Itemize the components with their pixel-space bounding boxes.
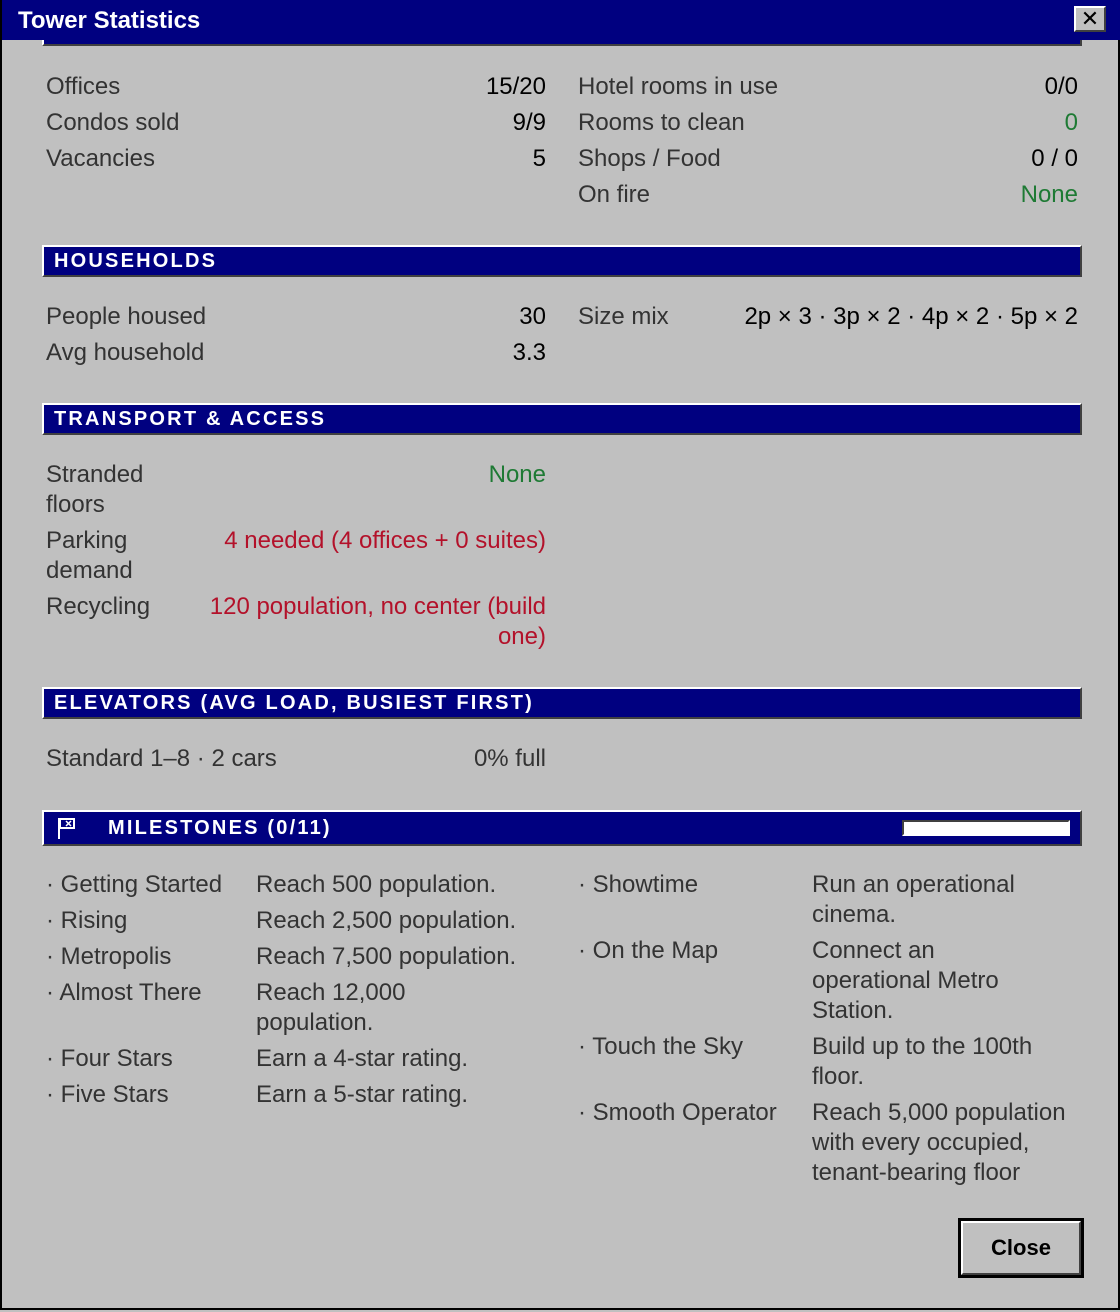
households-header-label: HOUSEHOLDS — [54, 250, 218, 272]
stat-label-size-mix: Size mix — [578, 303, 669, 330]
stats-scroll-area[interactable] — [2, 40, 1118, 1196]
milestone-name: · Rising — [46, 907, 128, 934]
close-icon[interactable]: ✕ — [1074, 6, 1106, 32]
elevators-header-label: ELEVATORS (AVG LOAD, BUSIEST FIRST) — [54, 692, 534, 714]
stat-label-condos: Condos sold — [46, 109, 180, 136]
milestone-desc: Earn a 4-star rating. — [256, 1045, 469, 1072]
milestone-name: · Showtime — [578, 871, 699, 898]
close-button[interactable] — [958, 1218, 1084, 1278]
stat-value-avg-household: 3.3 — [512, 339, 546, 366]
stat-label-hotel-rooms: Hotel rooms in use — [578, 73, 779, 100]
stat-label-vacancies: Vacancies — [46, 145, 155, 172]
stat-value-offices: 15/20 — [485, 73, 546, 100]
window-title: Tower Statistics — [18, 7, 201, 34]
stat-label-rooms-to-clean: Rooms to clean — [578, 109, 745, 136]
milestones-header-label: MILESTONES (0/11) — [108, 817, 332, 839]
milestone-name: · Smooth Operator — [578, 1099, 777, 1126]
close-button-label: Close — [961, 1221, 1081, 1275]
elevators-header — [42, 687, 1082, 719]
stat-value-recycling: 120 population, no center (build one) — [209, 593, 546, 650]
milestone-name: · Almost There — [46, 979, 202, 1006]
stat-label-offices: Offices — [46, 73, 121, 100]
stat-value-rooms-to-clean: 0 — [1064, 109, 1078, 136]
milestone-desc: Reach 2,500 population. — [256, 907, 517, 934]
milestone-name: · On the Map — [578, 937, 719, 964]
stat-label-people-housed: People housed — [46, 303, 207, 330]
milestone-desc: Build up to the 100th floor. — [812, 1033, 1033, 1090]
milestone-desc: Earn a 5-star rating. — [256, 1081, 469, 1108]
milestones-header — [42, 810, 1082, 846]
milestones-progress-bar — [902, 820, 1070, 836]
stat-value-hotel-rooms: 0/0 — [1044, 73, 1078, 100]
stat-label-recycling: Recycling — [46, 593, 151, 620]
stat-value-condos: 9/9 — [512, 109, 546, 136]
transport-header-label: TRANSPORT & ACCESS — [54, 408, 327, 430]
stat-label-on-fire: On fire — [578, 181, 651, 208]
stat-value-stranded-floors: None — [488, 461, 546, 488]
stat-label-shops-food: Shops / Food — [578, 145, 721, 172]
milestone-desc: Reach 7,500 population. — [256, 943, 517, 970]
milestone-desc: Reach 5,000 population with every occupied, tenant-bearing floor — [812, 1099, 1066, 1186]
stat-value-shops-food: 0 / 0 — [1031, 145, 1078, 172]
elevator-name: Standard 1–8 · 2 cars — [46, 745, 277, 772]
flag-icon — [54, 815, 80, 841]
stat-value-size-mix: 2p × 3 · 3p × 2 · 4p × 2 · 5p × 2 — [744, 303, 1078, 330]
title-bar[interactable] — [2, 0, 1120, 40]
milestone-desc: Reach 500 population. — [256, 871, 497, 898]
milestone-name: · Four Stars — [46, 1045, 173, 1072]
elevator-load: 0% full — [473, 745, 546, 772]
milestone-name: · Metropolis — [46, 943, 172, 970]
stat-label-avg-household: Avg household — [46, 339, 205, 366]
transport-header — [42, 403, 1082, 435]
milestone-name: · Getting Started — [46, 871, 223, 898]
stat-value-people-housed: 30 — [519, 303, 546, 330]
milestone-name: · Five Stars — [46, 1081, 169, 1108]
stat-label-parking-demand: Parking demand — [46, 527, 133, 584]
section-header-partial — [42, 40, 1082, 46]
milestone-desc: Connect an operational Metro Station. — [812, 937, 999, 1024]
stat-value-vacancies: 5 — [532, 145, 546, 172]
households-header — [42, 245, 1082, 277]
stat-label-stranded-floors: Stranded floors — [46, 461, 144, 518]
milestone-name: · Touch the Sky — [578, 1033, 743, 1060]
stat-value-parking-demand: 4 needed (4 offices + 0 suites) — [224, 527, 546, 554]
stat-value-on-fire: None — [1020, 181, 1078, 208]
milestone-desc: Reach 12,000 population. — [256, 979, 406, 1036]
milestone-desc: Run an operational cinema. — [812, 871, 1015, 928]
